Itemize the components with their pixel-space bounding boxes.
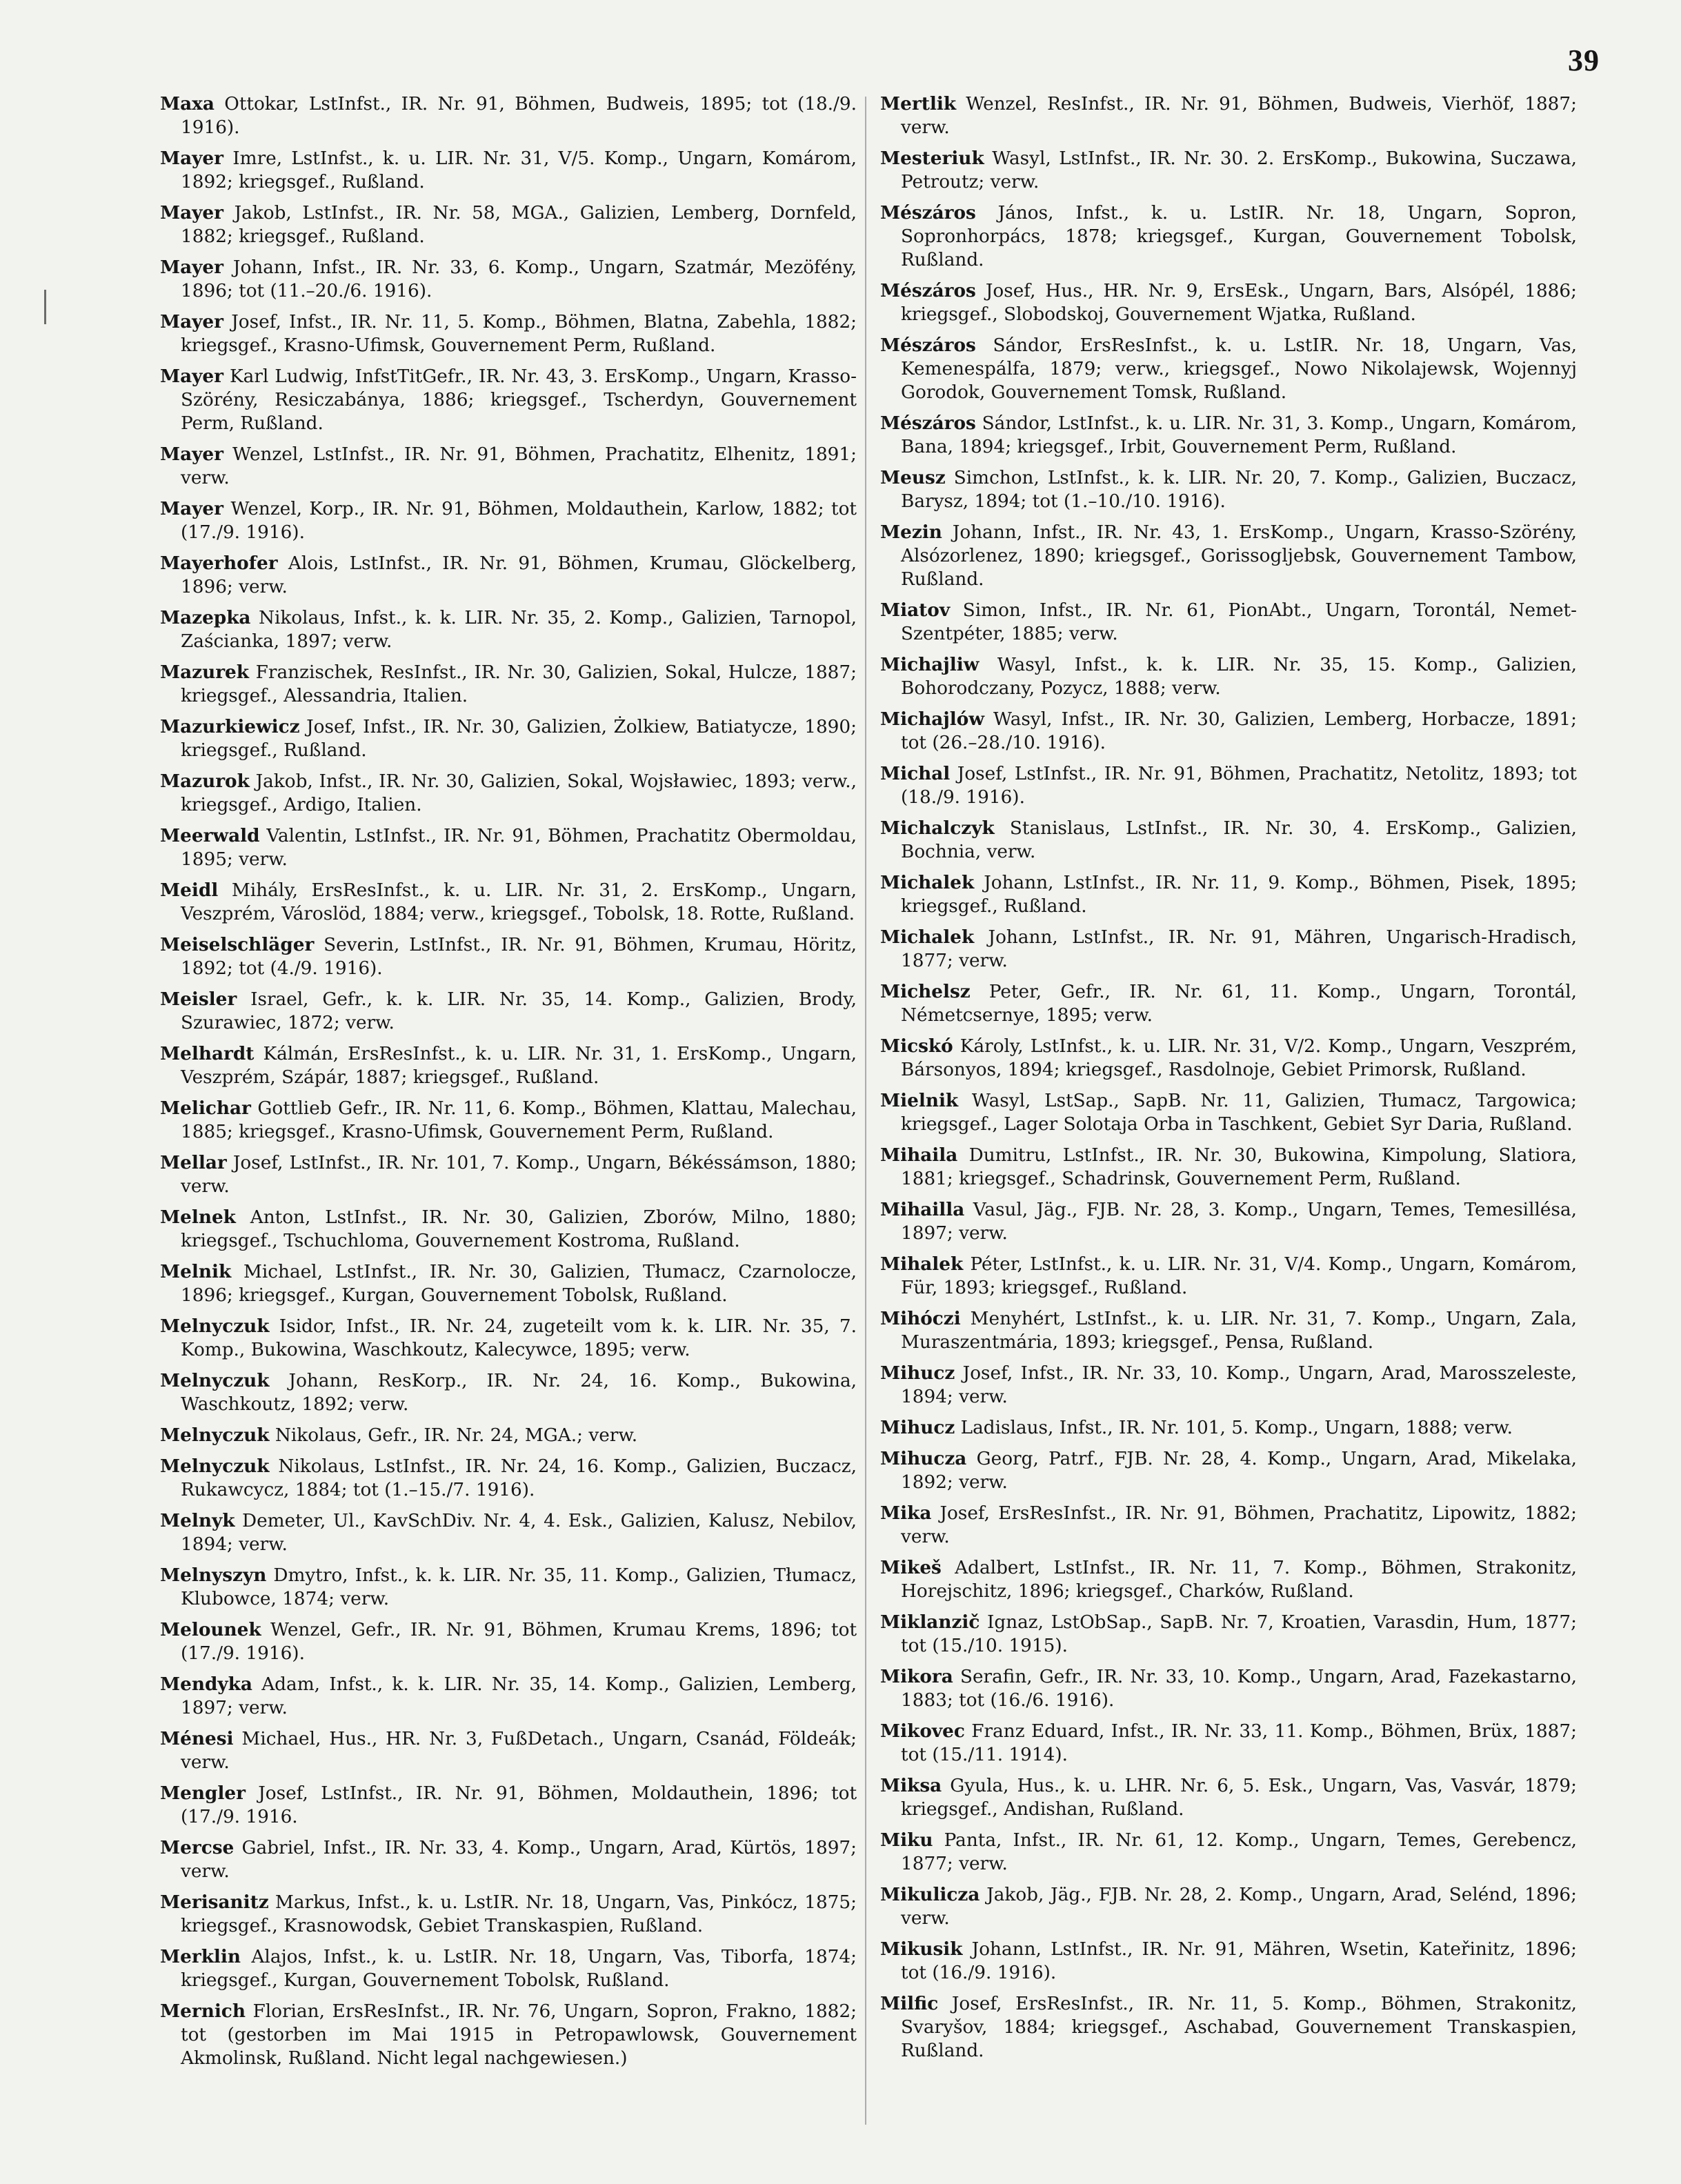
entry-surname: Miatov [880,599,951,621]
list-item [160,365,857,435]
entry-surname: Michelsz [880,981,971,1002]
entry-surname: Mayer [160,444,224,465]
list-item [880,1089,1577,1136]
entry-surname: Melichar [160,1098,251,1119]
list-item [160,1673,857,1720]
entry-surname: Mihaila [880,1144,958,1166]
entry-surname: Michal [880,763,951,784]
entry-text: Ignaz, LstObSap., SapB. Nr. 7, Kroatien, Varasdin, Hum, 1877; tot (15./10. 1915). [901,1612,1577,1656]
list-item [880,412,1577,459]
entry-surname: Mikusik [880,1938,963,1960]
list-item [160,770,857,817]
entry-text: Josef, LstInfst., IR. Nr. 91, Böhmen, Moldauthein, 1896; tot (17./9. 1916. [181,1783,857,1827]
entry-surname: Melhardt [160,1043,255,1064]
list-item [880,1938,1577,1985]
list-item [160,497,857,544]
entry-text: Josef, ErsResInfst., IR. Nr. 91, Böhmen, Prachatitz, Lipowitz, 1882; verw. [901,1503,1577,1547]
entry-surname: Mihucza [880,1448,967,1469]
entry-surname: Mihóczi [880,1308,961,1329]
entry-text: Johann, LstInfst., IR. Nr. 11, 9. Komp., Böhmen, Pisek, 1895; kriegsgef., Rußland. [901,873,1577,917]
list-item [880,1883,1577,1930]
entry-surname: Melnyczuk [160,1370,270,1391]
entry-surname: Meusz [880,467,946,488]
entry-text: Mihály, ErsResInfst., k. u. LIR. Nr. 31, 2. ErsKomp., Ungarn, Veszprém, Városlöd, 1884; verw., kriegsgef., Tobolsk, 18. Rotte, Rußland. [181,880,857,924]
list-item [160,988,857,1035]
entry-text: Jakob, Infst., IR. Nr. 30, Galizien, Sokal, Wojsławiec, 1893; verw., kriegsgef., Ardigo, Italien. [181,771,857,815]
list-item [880,871,1577,918]
entry-text: Nikolaus, Infst., k. k. LIR. Nr. 35, 2. Komp., Galizien, Tarnopol, Zaścianka, 1897; verw. [181,608,857,652]
list-item [160,256,857,303]
entry-text: Wenzel, Gefr., IR. Nr. 91, Böhmen, Krumau Krems, 1896; tot (17./9. 1916). [181,1620,857,1664]
entry-text: Vasul, Jäg., FJB. Nr. 28, 3. Komp., Ungarn, Temes, Temesillésa, 1897; verw. [901,1200,1577,1244]
list-item [880,1307,1577,1354]
entry-text: Severin, LstInfst., IR. Nr. 91, Böhmen, Krumau, Höritz, 1892; tot (4./9. 1916). [181,935,857,979]
entry-text: Károly, LstInfst., k. u. LIR. Nr. 31, V/2. Komp., Ungarn, Veszprém, Bársonyos, 1894; kriegsgef., Rasdolnoje, Gebiet Primorsk, Rußland. [901,1036,1577,1080]
entry-surname: Mika [880,1502,932,1524]
entry-surname: Mikovec [880,1720,965,1742]
entry-surname: Micskó [880,1035,953,1057]
entry-surname: Melnik [160,1261,232,1282]
entry-text: Wenzel, LstInfst., IR. Nr. 91, Böhmen, Prachatitz, Elhenitz, 1891; verw. [181,444,857,488]
entry-text: Josef, Hus., HR. Nr. 9, ErsEsk., Ungarn, Bars, Alsópél, 1886; kriegsgef., Slobodskoj, Gouvernement Wjatka, Rußland. [901,281,1577,325]
entry-text: Wasyl, Infst., k. k. LIR. Nr. 35, 15. Komp., Galizien, Bohorodczany, Pozycz, 1888; verw. [901,655,1577,699]
list-item [880,279,1577,326]
entry-surname: Mayer [160,311,224,332]
list-item [880,599,1577,646]
right-column [880,92,1577,2121]
list-item [880,762,1577,809]
entry-text: Georg, Patrf., FJB. Nr. 28, 4. Komp., Ungarn, Arad, Mikelaka, 1892; verw. [901,1449,1577,1493]
entry-text: Franz Eduard, Infst., IR. Nr. 33, 11. Komp., Böhmen, Brüx, 1887; tot (15./11. 1914). [901,1721,1577,1765]
entry-text: Nikolaus, LstInfst., IR. Nr. 24, 16. Komp., Galizien, Buczacz, Rukawcycz, 1884; tot (1.–15./7. 1916). [181,1456,857,1500]
entry-surname: Michalek [880,872,975,893]
entry-surname: Melnek [160,1207,236,1228]
list-item [160,661,857,708]
entry-surname: Meerwald [160,825,260,846]
entry-text: Adalbert, LstInfst., IR. Nr. 11, 7. Komp., Böhmen, Strakonitz, Horejschitz, 1896; kriegsgef., Charków, Rußland. [901,1558,1577,1602]
list-item [160,933,857,980]
entry-surname: Mayer [160,148,224,169]
list-item [160,1509,857,1556]
entry-surname: Michalek [880,926,975,948]
list-item [880,201,1577,272]
list-item [160,1151,857,1198]
list-item [160,1727,857,1774]
entry-text: Serafin, Gefr., IR. Nr. 33, 10. Komp., Ungarn, Arad, Fazekastarno, 1883; tot (16./6. 1916). [901,1667,1577,1711]
entry-surname: Mihalek [880,1253,964,1275]
entry-surname: Mikeš [880,1557,942,1578]
entry-surname: Mikulicza [880,1884,980,1905]
entry-surname: Mazepka [160,607,251,628]
list-item [880,817,1577,864]
entry-text: Wasyl, LstSap., SapB. Nr. 11, Galizien, Tłumacz, Targowica; kriegsgef., Lager Solotaja Orba in Taschkent, Gebiet Syr Daria, Rußland. [901,1091,1577,1135]
entry-text: Michael, Hus., HR. Nr. 3, FußDetach., Ungarn, Csanád, Földeák; verw. [181,1729,857,1773]
entry-surname: Mertlik [880,93,957,115]
entry-surname: Mesteriuk [880,148,984,169]
entry-text: Dmytro, Infst., k. k. LIR. Nr. 35, 11. Komp., Galizien, Tłumacz, Klubowce, 1874; verw. [181,1565,857,1609]
entry-surname: Meisler [160,989,237,1010]
list-item [880,1416,1577,1440]
entry-surname: Mengler [160,1783,246,1804]
entry-text: Gyula, Hus., k. u. LHR. Nr. 6, 5. Esk., Ungarn, Vas, Vasvár, 1879; kriegsgef., Andishan, Rußland. [901,1776,1577,1820]
list-item [880,334,1577,404]
entry-text: Wasyl, Infst., IR. Nr. 30, Galizien, Lemberg, Horbacze, 1891; tot (26.–28./10. 1916). [901,709,1577,753]
entry-text: Jakob, Jäg., FJB. Nr. 28, 2. Komp., Ungarn, Arad, Selénd, 1896; verw. [901,1885,1577,1929]
entry-surname: Meiselschläger [160,934,315,955]
entry-surname: Miku [880,1829,933,1851]
entry-surname: Maxa [160,93,215,115]
list-item [160,1315,857,1362]
entry-text: Imre, LstInfst., k. u. LIR. Nr. 31, V/5. Komp., Ungarn, Komárom, 1892; kriegsgef., Rußland. [181,148,857,192]
entry-text: Michael, LstInfst., IR. Nr. 30, Galizien, Tłumacz, Czarnolocze, 1896; kriegsgef., Kurgan, Gouvernement Tobolsk, Rußland. [181,1262,857,1306]
entry-surname: Mikora [880,1666,953,1687]
list-item [160,1097,857,1144]
entry-text: Péter, LstInfst., k. u. LIR. Nr. 31, V/4. Komp., Ungarn, Komárom, Für, 1893; kriegsgef., Rußland. [901,1254,1577,1298]
entry-text: János, Infst., k. u. LstIR. Nr. 18, Ungarn, Sopron, Sopronhorpács, 1878; kriegsgef., Kurgan, Gouvernement Tobolsk, Rußland. [901,203,1577,270]
list-item [160,201,857,248]
entry-surname: Mazurok [160,771,250,792]
entry-text: Wenzel, ResInfst., IR. Nr. 91, Böhmen, Budweis, Vierhöf, 1887; verw. [901,94,1577,138]
entry-text: Johann, ResKorp., IR. Nr. 24, 16. Komp., Bukowina, Waschkoutz, 1892; verw. [181,1371,857,1415]
entry-surname: Mazurkiewicz [160,716,300,737]
entry-surname: Melnyczuk [160,1316,270,1337]
entry-surname: Mészáros [880,335,976,356]
entry-text: Florian, ErsResInfst., IR. Nr. 76, Ungarn, Sopron, Frakno, 1882; tot (gestorben im Mai 1915 in Petropawlowsk, Gouvernement Akmolinsk, Rußland. Nicht legal nachgewiesen.) [181,2001,857,2069]
entry-surname: Mihucz [880,1417,955,1438]
entry-surname: Mielnik [880,1090,959,1111]
list-item [880,1611,1577,1658]
list-item [880,926,1577,973]
entry-surname: Mellar [160,1152,227,1173]
entry-text: Sándor, ErsResInfst., k. u. LstIR. Nr. 18, Ungarn, Vas, Kemenespálfa, 1879; verw., kriegsgef., Nowo Nikolajewsk, Wojennyj Gorodok, Gouvernement Tomsk, Rußland. [901,335,1577,403]
entry-surname: Ménesi [160,1728,234,1749]
list-item [880,980,1577,1027]
list-item [160,879,857,926]
entry-surname: Mezin [880,522,942,543]
list-item [880,92,1577,139]
entry-text: Sándor, LstInfst., k. u. LIR. Nr. 31, 3. Komp., Ungarn, Komárom, Bana, 1894; kriegsgef., Irbit, Gouvernement Perm, Rußland. [901,413,1577,457]
entry-surname: Melounek [160,1619,261,1640]
list-item [880,1992,1577,2063]
entry-surname: Mayer [160,366,224,387]
entry-text: Alois, LstInfst., IR. Nr. 91, Böhmen, Krumau, Glöckelberg, 1896; verw. [181,553,857,597]
entry-text: Josef, LstInfst., IR. Nr. 91, Böhmen, Prachatitz, Netolitz, 1893; tot (18./9. 1916). [901,764,1577,808]
list-item [880,1774,1577,1821]
entry-text: Isidor, Infst., IR. Nr. 24, zugeteilt vom k. k. LIR. Nr. 35, 7. Komp., Bukowina, Waschkoutz, Kalecywce, 1895; verw. [181,1316,857,1360]
entry-surname: Miklanzič [880,1611,980,1633]
list-item [160,1260,857,1307]
entry-surname: Mayer [160,202,224,224]
list-item [160,1369,857,1416]
list-item [160,606,857,653]
entry-text: Nikolaus, Gefr., IR. Nr. 24, MGA.; verw. [275,1425,638,1446]
entry-text: Anton, LstInfst., IR. Nr. 30, Galizien, Zborów, Milno, 1880; kriegsgef., Tschuchloma, Gouvernement Kostroma, Rußland. [181,1207,857,1251]
list-item [880,147,1577,194]
entry-surname: Milfic [880,1993,939,2014]
list-item [160,1042,857,1089]
list-item [880,1829,1577,1876]
entry-text: Dumitru, LstInfst., IR. Nr. 30, Bukowina, Kimpolung, Slatiora, 1881; kriegsgef., Schadrinsk, Gouvernement Perm, Rußland. [901,1145,1577,1189]
entry-text: Wenzel, Korp., IR. Nr. 91, Böhmen, Moldauthein, Karlow, 1882; tot (17./9. 1916). [181,499,857,543]
entry-surname: Mayerhofer [160,553,278,574]
list-item [880,1253,1577,1300]
entry-text: Karl Ludwig, InfstTitGefr., IR. Nr. 43, 3. ErsKomp., Ungarn, Krasso-Szörény, Resiczabánya, 1886; kriegsgef., Tscherdyn, Gouvernement Perm, Rußland. [181,366,857,434]
entry-surname: Mernich [160,2001,246,2022]
entry-text: Markus, Infst., k. u. LstIR. Nr. 18, Ungarn, Vas, Pinkócz, 1875; kriegsgef., Krasnowodsk, Gebiet Transkaspien, Rußland. [181,1892,857,1936]
entry-text: Demeter, Ul., KavSchDiv. Nr. 4, 4. Esk., Galizien, Kalusz, Nebilov, 1894; verw. [181,1511,857,1555]
list-item [160,1836,857,1883]
list-item [880,1198,1577,1245]
entry-surname: Mazurek [160,662,250,683]
entry-text: Ladislaus, Infst., IR. Nr. 101, 5. Komp., Ungarn, 1888; verw. [960,1418,1513,1438]
entry-text: Jakob, LstInfst., IR. Nr. 58, MGA., Galizien, Lemberg, Dornfeld, 1882; kriegsgef., Rußland. [181,203,857,247]
entry-text: Josef, ErsResInfst., IR. Nr. 11, 5. Komp., Böhmen, Strakonitz, Svaryšov, 1884; kriegsgef., Aschabad, Gouvernement Transkaspien, Rußland. [901,1994,1577,2061]
list-item [880,653,1577,700]
entry-text: Simchon, LstInfst., k. k. LIR. Nr. 20, 7. Komp., Galizien, Buczacz, Barysz, 1894; tot (1.–10./10. 1916). [901,468,1577,512]
entry-text: Adam, Infst., k. k. LIR. Nr. 35, 14. Komp., Galizien, Lemberg, 1897; verw. [181,1674,857,1718]
list-item [160,1455,857,1502]
entry-surname: Michajliw [880,654,979,675]
left-column [160,92,857,2121]
entry-text: Simon, Infst., IR. Nr. 61, PionAbt., Ungarn, Torontál, Nemet-Szentpéter, 1885; verw. [901,600,1577,644]
entry-surname: Mészáros [880,202,976,224]
list-item [160,310,857,357]
entry-text: Kálmán, ErsResInfst., k. u. LIR. Nr. 31, 1. ErsKomp., Ungarn, Veszprém, Szápár, 1887; kriegsgef., Rußland. [181,1044,857,1088]
entry-text: Josef, Infst., IR. Nr. 30, Galizien, Żolkiew, Batiatycze, 1890; kriegsgef., Rußland. [181,717,857,761]
list-item [160,1424,857,1447]
entry-surname: Melnyk [160,1510,235,1531]
column-divider [865,97,866,2125]
entry-surname: Mendyka [160,1674,252,1695]
entry-surname: Miksa [880,1775,942,1796]
entry-surname: Meidl [160,880,219,901]
entry-surname: Michajlów [880,708,984,730]
entry-text: Josef, Infst., IR. Nr. 11, 5. Komp., Böhmen, Blatna, Zabehla, 1882; kriegsgef., Krasno-Ufimsk, Gouvernement Perm, Rußland. [181,312,857,356]
entry-surname: Merisanitz [160,1892,269,1913]
entry-text: Josef, Infst., IR. Nr. 33, 10. Komp., Ungarn, Arad, Marosszeleste, 1894; verw. [901,1363,1577,1407]
entry-text: Johann, LstInfst., IR. Nr. 91, Mähren, Ungarisch-Hradisch, 1877; verw. [901,927,1577,971]
list-item [880,708,1577,755]
list-item [880,1362,1577,1409]
entry-surname: Mészáros [880,280,976,301]
entry-surname: Mészáros [880,413,976,434]
entry-text: Johann, LstInfst., IR. Nr. 91, Mähren, Wsetin, Kateřinitz, 1896; tot (16./9. 1916). [901,1939,1577,1983]
list-item [160,1782,857,1829]
list-item [880,521,1577,591]
list-item [160,824,857,871]
entry-text: Peter, Gefr., IR. Nr. 61, 11. Komp., Ungarn, Torontál, Németcsernye, 1895; verw. [901,982,1577,1026]
list-item [880,466,1577,513]
entry-text: Israel, Gefr., k. k. LIR. Nr. 35, 14. Komp., Galizien, Brody, Szurawiec, 1872; verw. [181,989,857,1033]
list-item [880,1720,1577,1767]
entry-text: Johann, Infst., IR. Nr. 43, 1. ErsKomp., Ungarn, Krasso-Szörény, Alsózorlenez, 1890; kriegsgef., Gorissogljebsk, Gouvernement Tambow, Rußland. [901,522,1577,590]
entry-text: Stanislaus, LstInfst., IR. Nr. 30, 4. ErsKomp., Galizien, Bochnia, verw. [901,818,1577,862]
entry-text: Panta, Infst., IR. Nr. 61, 12. Komp., Ungarn, Temes, Gerebencz, 1877; verw. [901,1830,1577,1874]
entry-surname: Mihailla [880,1199,965,1220]
list-item [160,1891,857,1938]
entry-text: Franzischek, ResInfst., IR. Nr. 30, Galizien, Sokal, Hulcze, 1887; kriegsgef., Alessandria, Italien. [181,662,857,706]
entry-text: Alajos, Infst., k. u. LstIR. Nr. 18, Ungarn, Vas, Tiborfa, 1874; kriegsgef., Kurgan, Gouvernement Tobolsk, Rußland. [181,1947,857,1991]
list-item [880,1502,1577,1549]
page-number: 39 [1568,43,1600,77]
list-item [160,1945,857,1992]
list-item [160,715,857,762]
list-item [880,1665,1577,1712]
entry-surname: Melnyczuk [160,1456,270,1477]
entry-surname: Melnyczuk [160,1424,270,1446]
entry-surname: Mercse [160,1837,235,1858]
entry-surname: Melnyszyn [160,1565,267,1586]
entry-surname: Mayer [160,498,224,519]
list-item [880,1447,1577,1494]
entry-surname: Mihucz [880,1362,955,1384]
entry-surname: Michalczyk [880,817,995,839]
list-item [160,1206,857,1253]
entry-text: Gottlieb Gefr., IR. Nr. 11, 6. Komp., Böhmen, Klattau, Malechau, 1885; kriegsgef., Krasno-Ufimsk, Gouvernement Perm, Rußland. [181,1098,857,1142]
entry-text: Gabriel, Infst., IR. Nr. 33, 4. Komp., Ungarn, Arad, Kürtös, 1897; verw. [181,1838,857,1882]
list-item [160,552,857,599]
list-item [880,1035,1577,1082]
list-item [160,1618,857,1665]
list-item [880,1144,1577,1191]
list-item [160,1564,857,1611]
entry-surname: Mayer [160,257,224,278]
entry-surname: Merklin [160,1946,241,1967]
list-item [160,2000,857,2070]
list-item [160,443,857,490]
list-item [160,92,857,139]
entry-text: Josef, LstInfst., IR. Nr. 101, 7. Komp., Ungarn, Békéssámson, 1880; verw. [181,1153,857,1197]
list-item [160,147,857,194]
entry-text: Johann, Infst., IR. Nr. 33, 6. Komp., Ungarn, Szatmár, Mezöfény, 1896; tot (11.–20./6. 1916). [181,257,857,301]
entry-text: Menyhért, LstInfst., k. u. LIR. Nr. 31, 7. Komp., Ungarn, Zala, Muraszentmária, 1893; kriegsgef., Pensa, Rußland. [901,1309,1577,1353]
entry-text: Wasyl, LstInfst., IR. Nr. 30. 2. ErsKomp., Bukowina, Suczawa, Petroutz; verw. [901,148,1577,192]
entry-text: Valentin, LstInfst., IR. Nr. 91, Böhmen, Prachatitz Obermoldau, 1895; verw. [181,826,857,870]
list-item [880,1556,1577,1603]
entry-text: Ottokar, LstInfst., IR. Nr. 91, Böhmen, Budweis, 1895; tot (18./9. 1916). [181,94,857,138]
margin-mark [44,290,46,324]
